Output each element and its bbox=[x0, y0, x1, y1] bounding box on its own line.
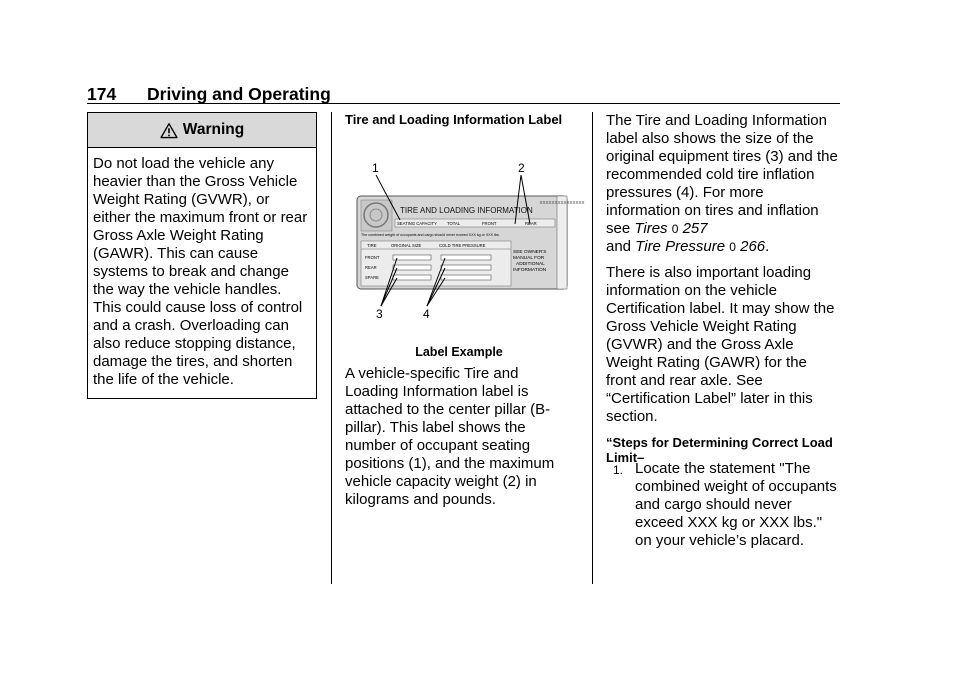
steps-heading: “Steps for Determining Correct Load Limit– bbox=[606, 435, 833, 465]
column-divider-2 bbox=[592, 112, 593, 584]
header-rule bbox=[87, 103, 840, 104]
see-manual-line-3: ADDITIONAL bbox=[516, 262, 545, 267]
page-number: 174 bbox=[87, 84, 117, 104]
tire-label-figure bbox=[345, 158, 585, 323]
warning-triangle-icon bbox=[160, 122, 178, 139]
row-front: FRONT bbox=[365, 255, 380, 260]
field-total: TOTAL bbox=[447, 221, 461, 226]
see-manual-line-4: INFORMATION bbox=[513, 268, 547, 273]
step-1-number: 1. bbox=[613, 463, 624, 477]
tire-pressure-reference-link[interactable]: Tire Pressure bbox=[635, 238, 726, 255]
table-header-original-size: ORIGINAL SIZE bbox=[391, 243, 422, 248]
column-divider-1 bbox=[331, 112, 332, 584]
and-text: and bbox=[606, 238, 632, 255]
callout-3: 3 bbox=[376, 307, 383, 321]
warning-box bbox=[87, 112, 317, 399]
right-column bbox=[606, 112, 840, 465]
warning-header bbox=[88, 113, 316, 148]
tires-reference-page[interactable]: 257 bbox=[682, 220, 708, 237]
see-manual-line-2: MANUAL FOR bbox=[513, 256, 545, 261]
warning-text: Do not load the vehicle any heavier than the Gross Vehicle Weight Rating (GVWR), or either the maximum front or rear Gross Axle Weight Rating (GAWR). This can cause systems to break and change the way the vehicle handles. This could cause loss of control and a crash. Overloading can also reduce stopping distance, damage the tires, and shorten the life of the vehicle. bbox=[93, 155, 308, 388]
callout-4: 4 bbox=[423, 307, 430, 321]
callout-2: 2 bbox=[518, 161, 525, 175]
right-paragraph-1: The Tire and Loading Information label also shows the size of the original equipment tires (3) and the recommended cold tire inflation pressures (4). For more information on tires and inflation see Tires 0 257 and Tire Pressure 0 266. bbox=[606, 112, 838, 255]
middle-paragraph: A vehicle-specific Tire and Loading Information label is attached to the center pillar (B-pillar). This label shows the number of occupant seating positions (1), and the maximum vehicle capacity weight (2) in kilograms and pounds. bbox=[345, 365, 555, 508]
svg-text:XXXXXXXXXXXXXXX: XXXXXXXXXXXXXXX bbox=[539, 200, 585, 205]
table-header-cold-pressure: COLD TIRE PRESSURE bbox=[439, 243, 486, 248]
ref-symbol-1: 0 bbox=[671, 222, 679, 236]
middle-paragraph-wrap bbox=[345, 365, 575, 509]
field-rear: REAR bbox=[525, 221, 537, 226]
table-header-tire: TIRE bbox=[367, 243, 377, 248]
see-manual-line-1: SEE OWNER'S bbox=[513, 250, 547, 255]
tire-label-subheading: Tire and Loading Information Label bbox=[345, 112, 563, 127]
warning-title: Warning bbox=[182, 121, 245, 138]
field-front: FRONT bbox=[482, 221, 497, 226]
section-title: Driving and Operating bbox=[147, 84, 331, 104]
figure-caption-wrap bbox=[345, 343, 573, 361]
weight-statement: The combined weight of occupants and cargo should never exceed XXX kg or XXX lbs. bbox=[361, 233, 500, 237]
right-paragraph-2: There is also important loading information on the vehicle Certification label. It may show the Gross Vehicle Weight Rating (GVWR) and the Gross Axle Weight Rating (GAWR) for the front and rear axle. See “Certification Label” later in this section. bbox=[606, 264, 835, 425]
tires-reference-link[interactable]: Tires bbox=[634, 220, 668, 237]
tire-label-subheading-wrap bbox=[345, 112, 573, 127]
figure-caption: Label Example bbox=[415, 345, 503, 359]
right-paragraph-1-text: The Tire and Loading Information label also shows the size of the original equipment tires (3) and the recommended cold tire inflation pressures (4). For more information on tires and inflation see bbox=[606, 112, 838, 237]
tire-pressure-reference-page[interactable]: 266 bbox=[740, 238, 766, 255]
ref-symbol-2: 0 bbox=[729, 240, 736, 254]
field-seating-capacity: SEATING CAPACITY bbox=[397, 221, 437, 226]
row-spare: SPARE bbox=[365, 275, 379, 280]
label-title: TIRE AND LOADING INFORMATION bbox=[400, 206, 533, 215]
callout-1: 1 bbox=[372, 161, 379, 175]
step-1-text: Locate the statement "The combined weight of occupants and cargo should never exceed XXX kg or XXX lbs." on your vehicle’s placard. bbox=[635, 460, 837, 549]
row-rear: REAR bbox=[365, 265, 377, 270]
